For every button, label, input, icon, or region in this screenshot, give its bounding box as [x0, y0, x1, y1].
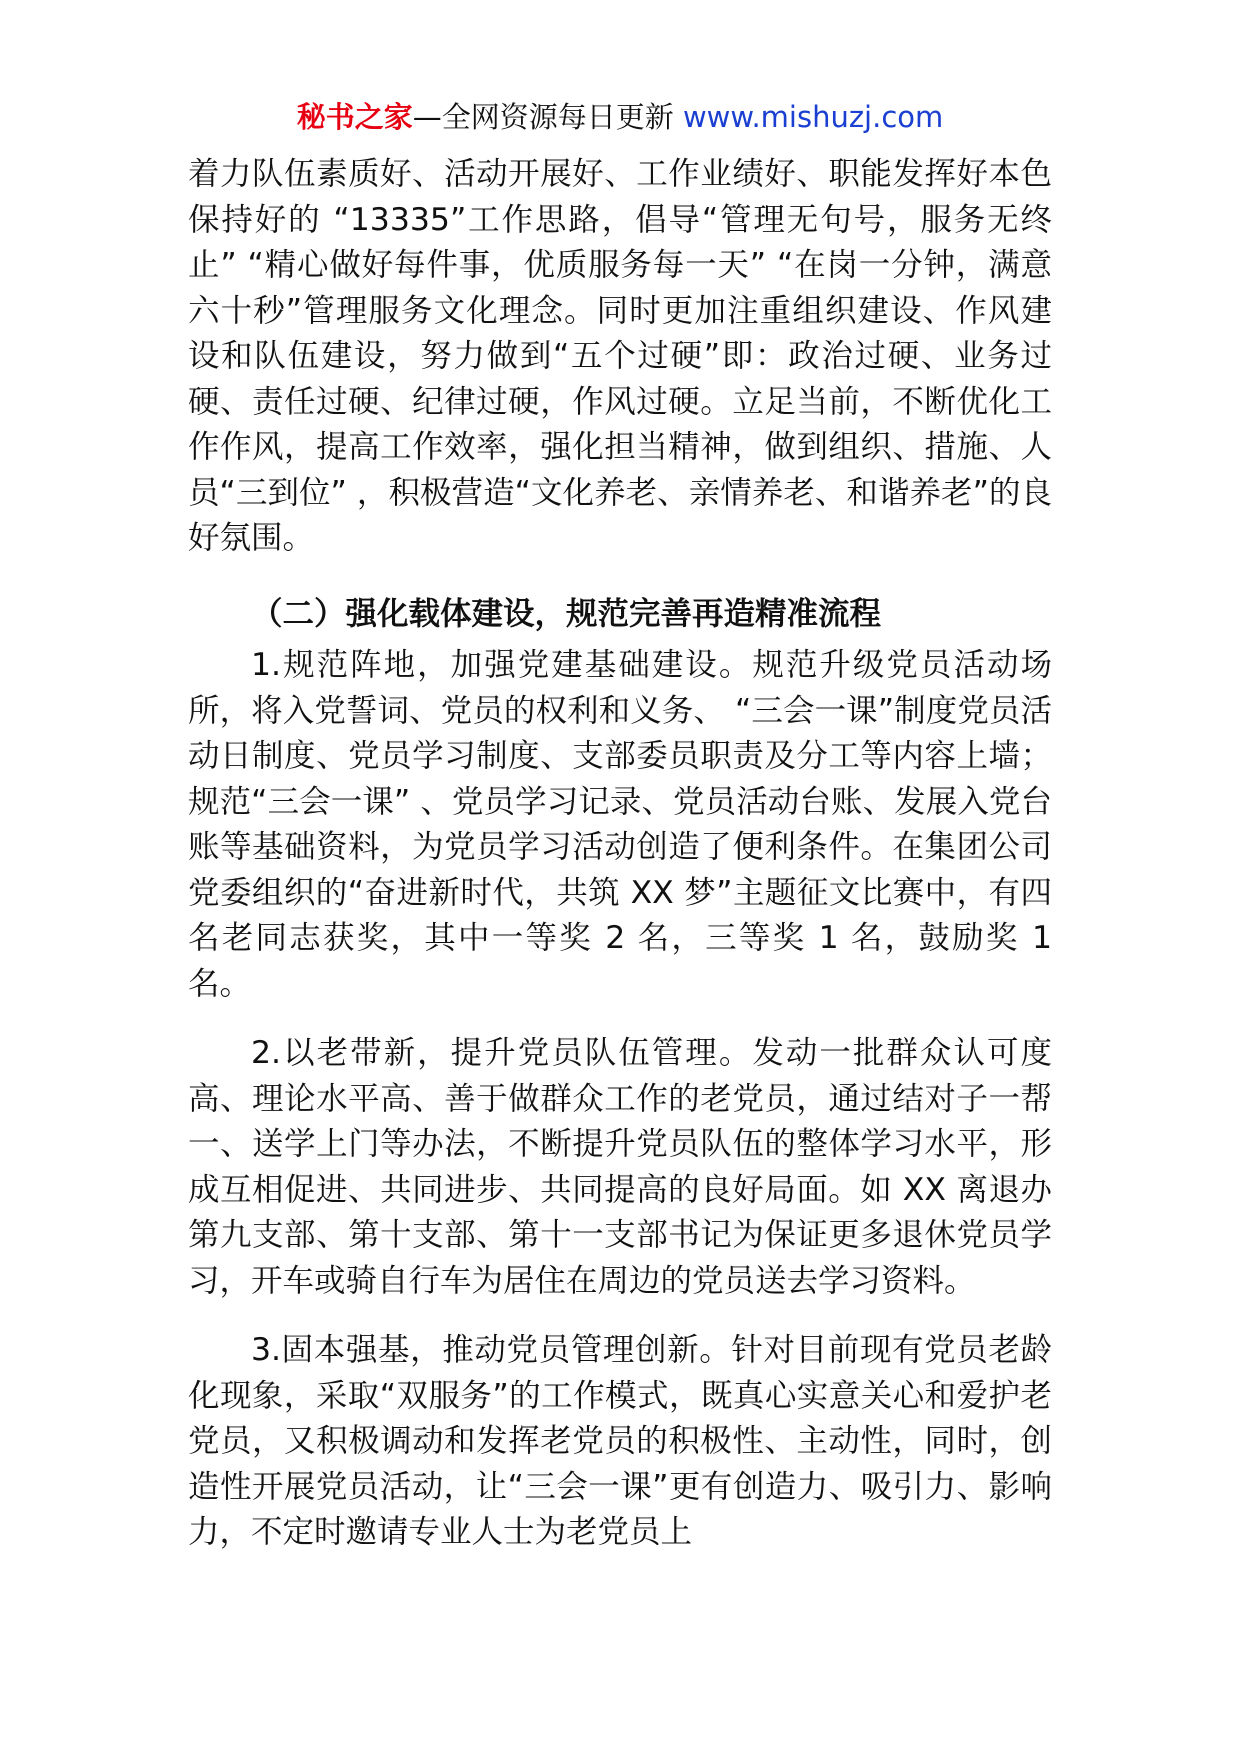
site-url-link[interactable]: www.mishuzj.com — [682, 100, 944, 134]
page-header — [0, 100, 1240, 135]
document-body — [188, 152, 1052, 1556]
paragraph-1: 1.规范阵地，加强党建基础建设。规范升级党员活动场所，将入党誓词、党员的权利和义务、 “三会一课”制度党员活动日制度、党员学习制度、支部委员职责及分工等内容上墙；规范“三会一课” 、党员学习记录、党员活动台账、发展入党台账等基础资料，为党员学习活动创造了便利条件。在集团公司党委组织的“奋进新时代，共筑 XX 梦”主题征文比赛中，有四名老同志获奖，其中一等奖 2 名，三等奖 1 名，鼓励奖 1 名。 — [188, 647, 1052, 1002]
intro-paragraph: 着力队伍素质好、活动开展好、工作业绩好、职能发挥好本色保持好的 “13335”工作思路，倡导“管理无句号，服务无终止” “精心做好每件事，优质服务每一天” “在岗一分钟，满意六十秒”管理服务文化理念。同时更加注重组织建设、作风建设和队伍建设，努力做到“五个过硬”即：政治过硬、业务过硬、责任过硬、纪律过硬，作风过硬。立足当前，不断优化工作作风，提高工作效率，强化担当精神，做到组织、措施、人员“三到位” ，积极营造“文化养老、亲情养老、和谐养老”的良好氛围。 — [188, 156, 1052, 556]
header-tagline: —全网资源每日更新 — [412, 100, 683, 134]
brand-name: 秘书之家 — [296, 100, 413, 134]
section-heading: （二）强化载体建设，规范完善再造精准流程 — [251, 595, 882, 632]
paragraph-2: 2.以老带新，提升党员队伍管理。发动一批群众认可度高、理论水平高、善于做群众工作的老党员，通过结对子一帮一、送学上门等办法，不断提升党员队伍的整体学习水平，形成互相促进、共同进步、共同提高的良好局面。如 XX 离退办第九支部、第十支部、第十一支部书记为保证更多退休党员学习，开车或骑自行车为居住在周边的党员送去学习资料。 — [188, 1035, 1052, 1299]
paragraph-3: 3.固本强基，推动党员管理创新。针对目前现有党员老龄化现象，采取“双服务”的工作模式，既真心实意关心和爱护老党员，又积极调动和发挥老党员的积极性、主动性，同时，创造性开展党员活动，让“三会一课”更有创造力、吸引力、影响力，不定时邀请专业人士为老党员上 — [188, 1332, 1052, 1550]
